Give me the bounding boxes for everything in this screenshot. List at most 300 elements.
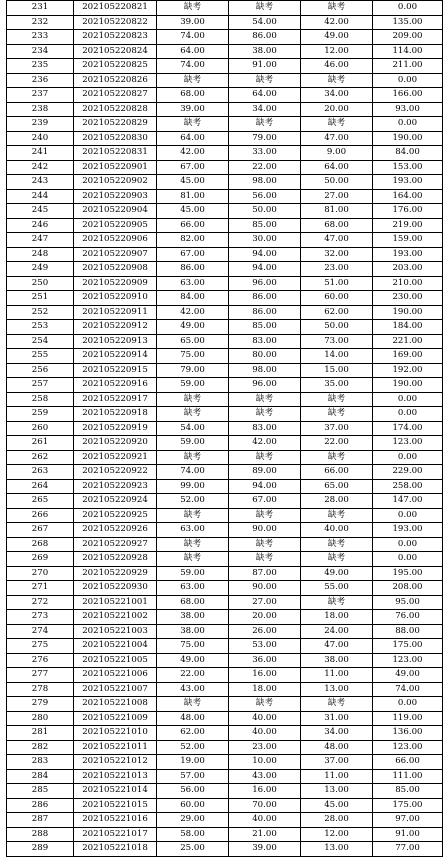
- exam-id-cell: 202105221002: [74, 610, 157, 625]
- score-subject-1-cell: 缺考: [157, 392, 229, 407]
- score-subject-2-cell: 30.00: [229, 233, 301, 248]
- score-subject-1-cell: 缺考: [157, 407, 229, 422]
- table-row: [7, 378, 443, 393]
- table-row: [7, 1, 443, 16]
- table-row: [7, 160, 443, 175]
- score-subject-2-cell: 90.00: [229, 581, 301, 596]
- table-row: [7, 537, 443, 552]
- score-subject-2-cell: 缺考: [229, 73, 301, 88]
- table-row: [7, 508, 443, 523]
- row-number-cell: 279: [7, 697, 74, 712]
- table-row: [7, 146, 443, 161]
- table-row: [7, 813, 443, 828]
- score-total-cell: 77.00: [373, 842, 443, 857]
- score-subject-2-cell: 96.00: [229, 378, 301, 393]
- score-subject-2-cell: 33.00: [229, 146, 301, 161]
- row-number-cell: 264: [7, 479, 74, 494]
- score-total-cell: 229.00: [373, 465, 443, 480]
- row-number-cell: 270: [7, 566, 74, 581]
- score-subject-2-cell: 83.00: [229, 421, 301, 436]
- score-subject-1-cell: 67.00: [157, 247, 229, 262]
- row-number-cell: 233: [7, 30, 74, 45]
- score-total-cell: 91.00: [373, 827, 443, 842]
- exam-id-cell: 202105220830: [74, 131, 157, 146]
- score-subject-3-cell: 缺考: [301, 697, 373, 712]
- score-subject-2-cell: 54.00: [229, 15, 301, 30]
- table-row: [7, 349, 443, 364]
- score-total-cell: 0.00: [373, 697, 443, 712]
- score-total-cell: 230.00: [373, 291, 443, 306]
- score-subject-2-cell: 缺考: [229, 117, 301, 132]
- score-total-cell: 221.00: [373, 334, 443, 349]
- row-number-cell: 265: [7, 494, 74, 509]
- row-number-cell: 242: [7, 160, 74, 175]
- exam-id-cell: 202105220825: [74, 59, 157, 74]
- exam-id-cell: 202105220828: [74, 102, 157, 117]
- table-row: [7, 44, 443, 59]
- row-number-cell: 238: [7, 102, 74, 117]
- exam-id-cell: 202105220829: [74, 117, 157, 132]
- score-total-cell: 0.00: [373, 117, 443, 132]
- score-total-cell: 190.00: [373, 378, 443, 393]
- row-number-cell: 272: [7, 595, 74, 610]
- score-subject-3-cell: 64.00: [301, 160, 373, 175]
- score-subject-2-cell: 80.00: [229, 349, 301, 364]
- score-total-cell: 184.00: [373, 320, 443, 335]
- score-subject-3-cell: 缺考: [301, 450, 373, 465]
- score-total-cell: 153.00: [373, 160, 443, 175]
- score-subject-3-cell: 15.00: [301, 363, 373, 378]
- table-row: [7, 842, 443, 857]
- score-subject-1-cell: 59.00: [157, 566, 229, 581]
- row-number-cell: 289: [7, 842, 74, 857]
- score-total-cell: 258.00: [373, 479, 443, 494]
- score-subject-2-cell: 53.00: [229, 639, 301, 654]
- score-subject-2-cell: 16.00: [229, 668, 301, 683]
- exam-id-cell: 202105221008: [74, 697, 157, 712]
- score-subject-3-cell: 46.00: [301, 59, 373, 74]
- exam-id-cell: 202105220826: [74, 73, 157, 88]
- score-subject-1-cell: 66.00: [157, 218, 229, 233]
- table-row: [7, 726, 443, 741]
- score-subject-2-cell: 27.00: [229, 595, 301, 610]
- score-subject-3-cell: 34.00: [301, 88, 373, 103]
- score-total-cell: 164.00: [373, 189, 443, 204]
- score-subject-1-cell: 68.00: [157, 88, 229, 103]
- table-row: [7, 233, 443, 248]
- score-subject-2-cell: 85.00: [229, 218, 301, 233]
- exam-id-cell: 202105221011: [74, 740, 157, 755]
- score-subject-2-cell: 94.00: [229, 262, 301, 277]
- score-subject-1-cell: 缺考: [157, 73, 229, 88]
- exam-id-cell: 202105221010: [74, 726, 157, 741]
- table-row: [7, 305, 443, 320]
- row-number-cell: 271: [7, 581, 74, 596]
- score-total-cell: 0.00: [373, 552, 443, 567]
- score-subject-2-cell: 缺考: [229, 392, 301, 407]
- score-subject-3-cell: 81.00: [301, 204, 373, 219]
- score-subject-3-cell: 50.00: [301, 175, 373, 190]
- score-total-cell: 209.00: [373, 30, 443, 45]
- score-subject-1-cell: 19.00: [157, 755, 229, 770]
- exam-id-cell: 202105220911: [74, 305, 157, 320]
- score-subject-1-cell: 63.00: [157, 581, 229, 596]
- score-subject-1-cell: 59.00: [157, 436, 229, 451]
- score-subject-3-cell: 缺考: [301, 392, 373, 407]
- score-subject-2-cell: 91.00: [229, 59, 301, 74]
- score-subject-3-cell: 缺考: [301, 73, 373, 88]
- row-number-cell: 284: [7, 769, 74, 784]
- score-subject-1-cell: 缺考: [157, 537, 229, 552]
- table-row: [7, 218, 443, 233]
- table-row: [7, 73, 443, 88]
- score-total-cell: 111.00: [373, 769, 443, 784]
- score-subject-3-cell: 13.00: [301, 682, 373, 697]
- score-subject-2-cell: 缺考: [229, 1, 301, 16]
- score-subject-3-cell: 49.00: [301, 30, 373, 45]
- score-subject-1-cell: 52.00: [157, 494, 229, 509]
- score-subject-3-cell: 缺考: [301, 537, 373, 552]
- score-subject-1-cell: 缺考: [157, 508, 229, 523]
- table-row: [7, 755, 443, 770]
- score-subject-3-cell: 9.00: [301, 146, 373, 161]
- score-subject-2-cell: 38.00: [229, 44, 301, 59]
- score-total-cell: 208.00: [373, 581, 443, 596]
- exam-id-cell: 202105221009: [74, 711, 157, 726]
- score-subject-3-cell: 22.00: [301, 436, 373, 451]
- score-subject-2-cell: 86.00: [229, 291, 301, 306]
- exam-id-cell: 202105220928: [74, 552, 157, 567]
- row-number-cell: 282: [7, 740, 74, 755]
- score-subject-1-cell: 42.00: [157, 305, 229, 320]
- score-total-cell: 169.00: [373, 349, 443, 364]
- score-subject-3-cell: 18.00: [301, 610, 373, 625]
- score-subject-2-cell: 10.00: [229, 755, 301, 770]
- score-subject-3-cell: 50.00: [301, 320, 373, 335]
- table-row: [7, 653, 443, 668]
- row-number-cell: 269: [7, 552, 74, 567]
- score-subject-2-cell: 86.00: [229, 30, 301, 45]
- exam-id-cell: 202105220923: [74, 479, 157, 494]
- score-subject-1-cell: 39.00: [157, 102, 229, 117]
- score-subject-2-cell: 67.00: [229, 494, 301, 509]
- exam-id-cell: 202105220903: [74, 189, 157, 204]
- score-total-cell: 93.00: [373, 102, 443, 117]
- exam-id-cell: 202105220929: [74, 566, 157, 581]
- score-subject-3-cell: 66.00: [301, 465, 373, 480]
- score-subject-2-cell: 79.00: [229, 131, 301, 146]
- table-row: [7, 59, 443, 74]
- score-subject-2-cell: 50.00: [229, 204, 301, 219]
- score-total-cell: 0.00: [373, 407, 443, 422]
- score-subject-1-cell: 25.00: [157, 842, 229, 857]
- score-subject-1-cell: 49.00: [157, 653, 229, 668]
- exam-id-cell: 202105220927: [74, 537, 157, 552]
- score-subject-3-cell: 35.00: [301, 378, 373, 393]
- row-number-cell: 249: [7, 262, 74, 277]
- exam-id-cell: 202105220918: [74, 407, 157, 422]
- score-total-cell: 210.00: [373, 276, 443, 291]
- exam-id-cell: 202105220926: [74, 523, 157, 538]
- score-subject-2-cell: 56.00: [229, 189, 301, 204]
- exam-id-cell: 202105221014: [74, 784, 157, 799]
- score-subject-2-cell: 87.00: [229, 566, 301, 581]
- exam-id-cell: 202105220823: [74, 30, 157, 45]
- score-subject-3-cell: 缺考: [301, 508, 373, 523]
- score-sheet: [6, 0, 442, 857]
- score-total-cell: 85.00: [373, 784, 443, 799]
- score-subject-3-cell: 20.00: [301, 102, 373, 117]
- table-row: [7, 581, 443, 596]
- score-subject-1-cell: 74.00: [157, 30, 229, 45]
- score-total-cell: 176.00: [373, 204, 443, 219]
- score-subject-2-cell: 90.00: [229, 523, 301, 538]
- score-subject-1-cell: 54.00: [157, 421, 229, 436]
- score-subject-1-cell: 缺考: [157, 117, 229, 132]
- score-total-cell: 0.00: [373, 392, 443, 407]
- exam-id-cell: 202105221004: [74, 639, 157, 654]
- score-subject-3-cell: 23.00: [301, 262, 373, 277]
- score-subject-3-cell: 14.00: [301, 349, 373, 364]
- table-row: [7, 15, 443, 30]
- score-subject-3-cell: 55.00: [301, 581, 373, 596]
- table-row: [7, 204, 443, 219]
- row-number-cell: 263: [7, 465, 74, 480]
- row-number-cell: 246: [7, 218, 74, 233]
- row-number-cell: 262: [7, 450, 74, 465]
- score-subject-1-cell: 63.00: [157, 276, 229, 291]
- table-row: [7, 552, 443, 567]
- score-subject-2-cell: 缺考: [229, 407, 301, 422]
- score-subject-1-cell: 缺考: [157, 1, 229, 16]
- exam-id-cell: 202105220919: [74, 421, 157, 436]
- row-number-cell: 244: [7, 189, 74, 204]
- score-subject-2-cell: 26.00: [229, 624, 301, 639]
- score-subject-3-cell: 13.00: [301, 784, 373, 799]
- score-subject-3-cell: 缺考: [301, 117, 373, 132]
- score-table: [6, 0, 443, 857]
- score-total-cell: 74.00: [373, 682, 443, 697]
- table-row: [7, 595, 443, 610]
- score-subject-3-cell: 37.00: [301, 755, 373, 770]
- row-number-cell: 260: [7, 421, 74, 436]
- exam-id-cell: 202105221012: [74, 755, 157, 770]
- row-number-cell: 268: [7, 537, 74, 552]
- score-total-cell: 193.00: [373, 247, 443, 262]
- row-number-cell: 241: [7, 146, 74, 161]
- score-subject-3-cell: 47.00: [301, 639, 373, 654]
- score-subject-1-cell: 59.00: [157, 378, 229, 393]
- row-number-cell: 237: [7, 88, 74, 103]
- score-subject-2-cell: 39.00: [229, 842, 301, 857]
- table-row: [7, 798, 443, 813]
- table-row: [7, 102, 443, 117]
- table-row: [7, 639, 443, 654]
- row-number-cell: 278: [7, 682, 74, 697]
- score-subject-1-cell: 86.00: [157, 262, 229, 277]
- table-row: [7, 291, 443, 306]
- score-subject-1-cell: 67.00: [157, 160, 229, 175]
- score-subject-3-cell: 45.00: [301, 798, 373, 813]
- exam-id-cell: 202105220924: [74, 494, 157, 509]
- score-subject-2-cell: 70.00: [229, 798, 301, 813]
- row-number-cell: 285: [7, 784, 74, 799]
- score-subject-3-cell: 缺考: [301, 1, 373, 16]
- score-subject-3-cell: 12.00: [301, 827, 373, 842]
- score-total-cell: 97.00: [373, 813, 443, 828]
- table-row: [7, 334, 443, 349]
- score-subject-2-cell: 98.00: [229, 175, 301, 190]
- score-total-cell: 136.00: [373, 726, 443, 741]
- exam-id-cell: 202105221016: [74, 813, 157, 828]
- score-subject-2-cell: 20.00: [229, 610, 301, 625]
- score-subject-1-cell: 39.00: [157, 15, 229, 30]
- exam-id-cell: 202105220905: [74, 218, 157, 233]
- score-total-cell: 76.00: [373, 610, 443, 625]
- score-subject-3-cell: 缺考: [301, 552, 373, 567]
- score-subject-3-cell: 73.00: [301, 334, 373, 349]
- score-subject-3-cell: 51.00: [301, 276, 373, 291]
- score-subject-2-cell: 83.00: [229, 334, 301, 349]
- score-table-body: [7, 1, 443, 857]
- score-subject-1-cell: 56.00: [157, 784, 229, 799]
- score-subject-3-cell: 48.00: [301, 740, 373, 755]
- score-subject-3-cell: 37.00: [301, 421, 373, 436]
- score-subject-2-cell: 缺考: [229, 552, 301, 567]
- exam-id-cell: 202105221007: [74, 682, 157, 697]
- row-number-cell: 276: [7, 653, 74, 668]
- row-number-cell: 280: [7, 711, 74, 726]
- score-total-cell: 123.00: [373, 436, 443, 451]
- score-subject-3-cell: 11.00: [301, 668, 373, 683]
- score-subject-1-cell: 75.00: [157, 639, 229, 654]
- exam-id-cell: 202105220902: [74, 175, 157, 190]
- score-total-cell: 0.00: [373, 508, 443, 523]
- table-row: [7, 784, 443, 799]
- exam-id-cell: 202105220824: [74, 44, 157, 59]
- row-number-cell: 273: [7, 610, 74, 625]
- score-subject-1-cell: 58.00: [157, 827, 229, 842]
- score-total-cell: 0.00: [373, 450, 443, 465]
- exam-id-cell: 202105220925: [74, 508, 157, 523]
- row-number-cell: 247: [7, 233, 74, 248]
- table-row: [7, 175, 443, 190]
- score-subject-2-cell: 16.00: [229, 784, 301, 799]
- score-subject-1-cell: 45.00: [157, 175, 229, 190]
- score-total-cell: 190.00: [373, 305, 443, 320]
- exam-id-cell: 202105220912: [74, 320, 157, 335]
- table-row: [7, 407, 443, 422]
- score-subject-1-cell: 38.00: [157, 610, 229, 625]
- exam-id-cell: 202105220917: [74, 392, 157, 407]
- exam-id-cell: 202105221003: [74, 624, 157, 639]
- score-subject-1-cell: 缺考: [157, 552, 229, 567]
- score-subject-2-cell: 40.00: [229, 726, 301, 741]
- score-subject-2-cell: 96.00: [229, 276, 301, 291]
- score-subject-3-cell: 28.00: [301, 494, 373, 509]
- score-subject-2-cell: 缺考: [229, 697, 301, 712]
- score-total-cell: 88.00: [373, 624, 443, 639]
- score-subject-2-cell: 36.00: [229, 653, 301, 668]
- score-total-cell: 174.00: [373, 421, 443, 436]
- score-subject-1-cell: 64.00: [157, 44, 229, 59]
- score-subject-1-cell: 52.00: [157, 740, 229, 755]
- row-number-cell: 231: [7, 1, 74, 16]
- score-subject-3-cell: 12.00: [301, 44, 373, 59]
- row-number-cell: 255: [7, 349, 74, 364]
- score-subject-1-cell: 60.00: [157, 798, 229, 813]
- table-row: [7, 276, 443, 291]
- score-subject-2-cell: 40.00: [229, 813, 301, 828]
- exam-id-cell: 202105221006: [74, 668, 157, 683]
- exam-id-cell: 202105220921: [74, 450, 157, 465]
- exam-id-cell: 202105220922: [74, 465, 157, 480]
- score-subject-1-cell: 缺考: [157, 450, 229, 465]
- exam-id-cell: 202105221005: [74, 653, 157, 668]
- exam-id-cell: 202105220920: [74, 436, 157, 451]
- exam-id-cell: 202105220909: [74, 276, 157, 291]
- score-total-cell: 175.00: [373, 798, 443, 813]
- exam-id-cell: 202105220914: [74, 349, 157, 364]
- row-number-cell: 248: [7, 247, 74, 262]
- score-subject-2-cell: 98.00: [229, 363, 301, 378]
- score-subject-2-cell: 34.00: [229, 102, 301, 117]
- score-total-cell: 66.00: [373, 755, 443, 770]
- score-subject-1-cell: 38.00: [157, 624, 229, 639]
- score-subject-2-cell: 85.00: [229, 320, 301, 335]
- row-number-cell: 251: [7, 291, 74, 306]
- table-row: [7, 523, 443, 538]
- row-number-cell: 274: [7, 624, 74, 639]
- table-row: [7, 117, 443, 132]
- table-row: [7, 421, 443, 436]
- table-row: [7, 610, 443, 625]
- table-row: [7, 494, 443, 509]
- row-number-cell: 254: [7, 334, 74, 349]
- score-subject-2-cell: 94.00: [229, 247, 301, 262]
- score-subject-1-cell: 74.00: [157, 465, 229, 480]
- table-row: [7, 697, 443, 712]
- score-total-cell: 49.00: [373, 668, 443, 683]
- row-number-cell: 257: [7, 378, 74, 393]
- score-total-cell: 190.00: [373, 131, 443, 146]
- score-total-cell: 147.00: [373, 494, 443, 509]
- exam-id-cell: 202105220908: [74, 262, 157, 277]
- table-row: [7, 131, 443, 146]
- exam-id-cell: 202105220915: [74, 363, 157, 378]
- score-subject-1-cell: 49.00: [157, 320, 229, 335]
- score-subject-1-cell: 57.00: [157, 769, 229, 784]
- exam-id-cell: 202105220906: [74, 233, 157, 248]
- score-subject-3-cell: 47.00: [301, 233, 373, 248]
- table-row: [7, 566, 443, 581]
- score-subject-1-cell: 75.00: [157, 349, 229, 364]
- score-total-cell: 175.00: [373, 639, 443, 654]
- score-subject-1-cell: 42.00: [157, 146, 229, 161]
- row-number-cell: 243: [7, 175, 74, 190]
- score-total-cell: 119.00: [373, 711, 443, 726]
- exam-id-cell: 202105221018: [74, 842, 157, 857]
- row-number-cell: 252: [7, 305, 74, 320]
- exam-id-cell: 202105220822: [74, 15, 157, 30]
- score-subject-1-cell: 65.00: [157, 334, 229, 349]
- row-number-cell: 275: [7, 639, 74, 654]
- score-subject-2-cell: 64.00: [229, 88, 301, 103]
- score-subject-1-cell: 64.00: [157, 131, 229, 146]
- score-total-cell: 123.00: [373, 653, 443, 668]
- score-subject-3-cell: 34.00: [301, 726, 373, 741]
- table-row: [7, 827, 443, 842]
